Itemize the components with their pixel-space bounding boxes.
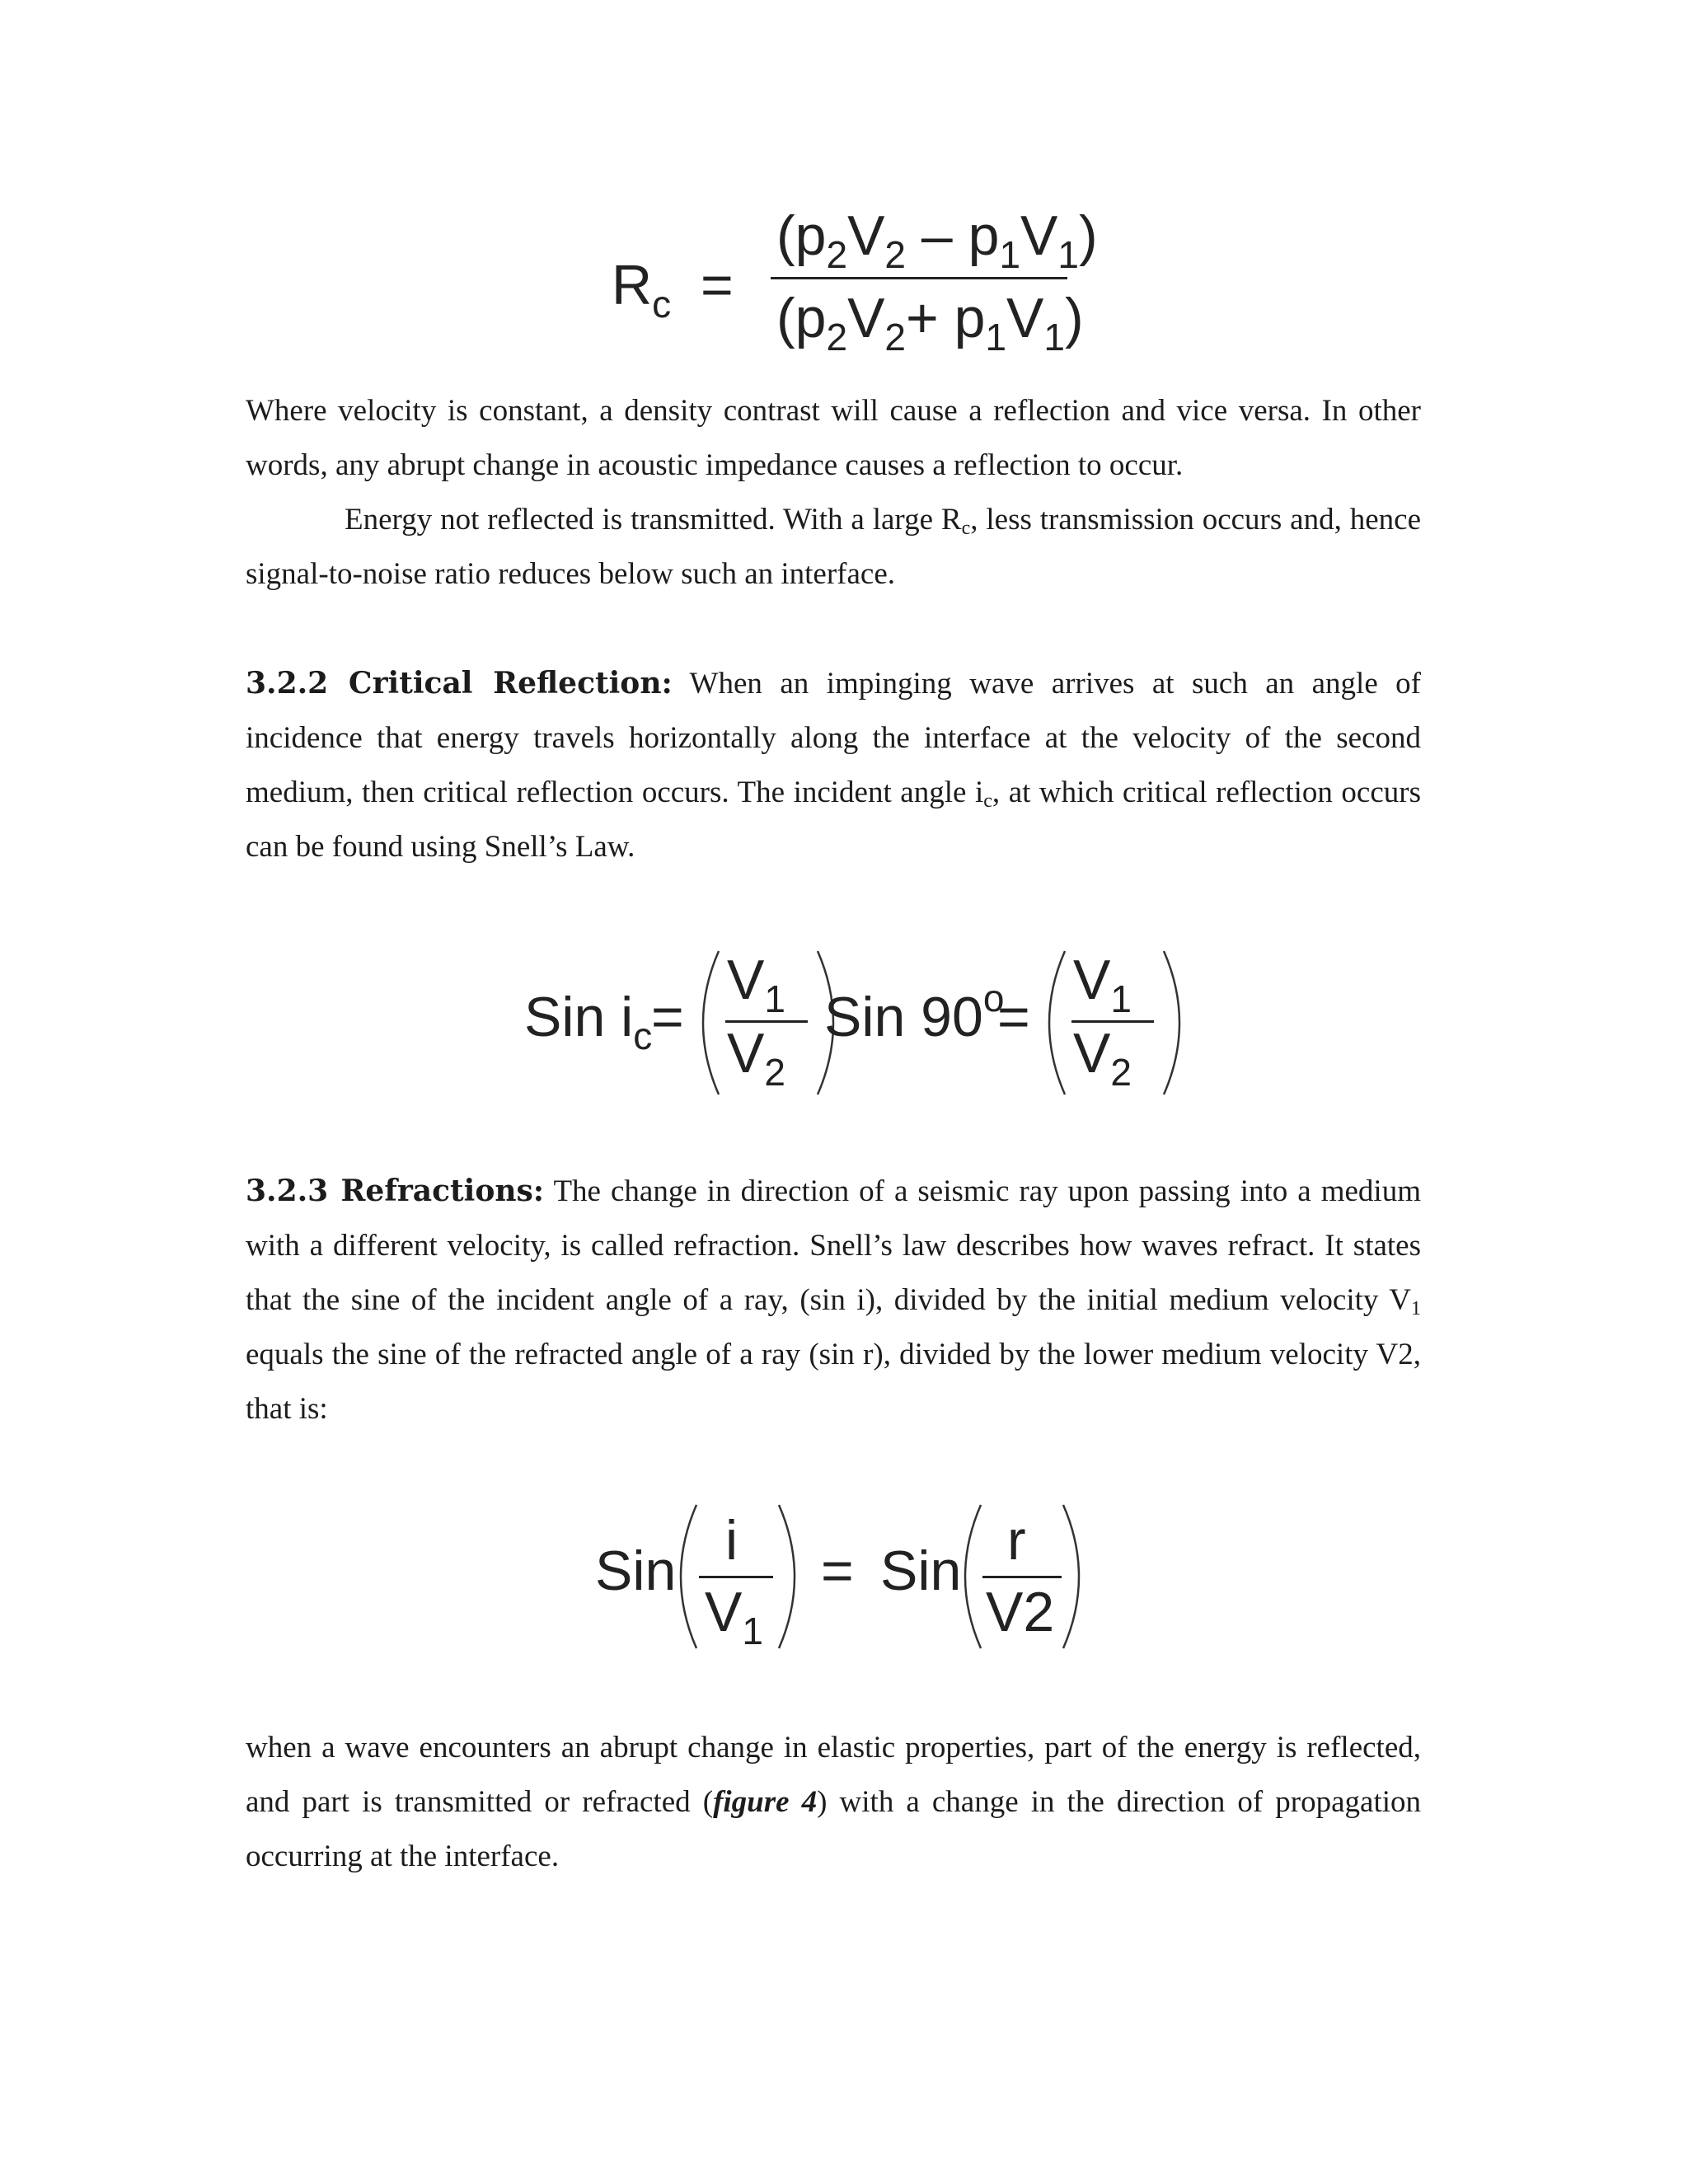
heading-refractions: 3.2.3 Refractions:: [246, 1174, 545, 1208]
section-critical-reflection: 3.2.2 Critical Reflection: When an impinging wave arrives at such an angle of incidence that energy travels horizontally along the interface at the velocity of the second medium, then critical reflection occurs. The incident angle $i_c$, at which critical reflection occurs can be found using Snell’s Law.: [246, 666, 1421, 864]
crit-lhs: Sin ic: [524, 986, 653, 1057]
paragraph-energy-transmitted: Energy not reflected is transmitted. With a large $R_c$, less transmission occurs and, hence signal-to-noise ratio reduces below such an interface.: [246, 503, 1421, 591]
rc-numerator: (p2V2 – p1V1): [776, 204, 1098, 276]
rc-equals: =: [701, 254, 734, 316]
paragraph-density-contrast: Where velocity is constant, a density contrast will cause a reflection and vice versa. In other words, any abrupt change in acoustic impedance causes a reflection to occur.: [246, 394, 1421, 482]
paragraph-elastic-change: when a wave encounters an abrupt change in elastic properties, part of the energy is reflected, and part is transmitted or refracted (figure 4) with a change in the direction of propagation occurring at the interface.: [246, 1731, 1422, 1873]
rc-fraction-bar: [771, 277, 1067, 279]
rc-denominator: (p2V2+ p1V1): [776, 287, 1084, 359]
section-refractions: 3.2.3 Refractions: The change in direction of a seismic ray upon passing into a medium with a different velocity, is called refraction. Snell’s law describes how waves refract. It states that the sine of the incident angle of a ray, (sin i), divided by the initial medium velocity $V_1$ equals the sine of the refracted angle of a ray (sin r), divided by the lower medium velocity V2, that is:: [246, 1174, 1421, 1426]
rc-lhs: Rc: [612, 254, 672, 326]
heading-critical-reflection: 3.2.2 Critical Reflection:: [246, 666, 673, 701]
